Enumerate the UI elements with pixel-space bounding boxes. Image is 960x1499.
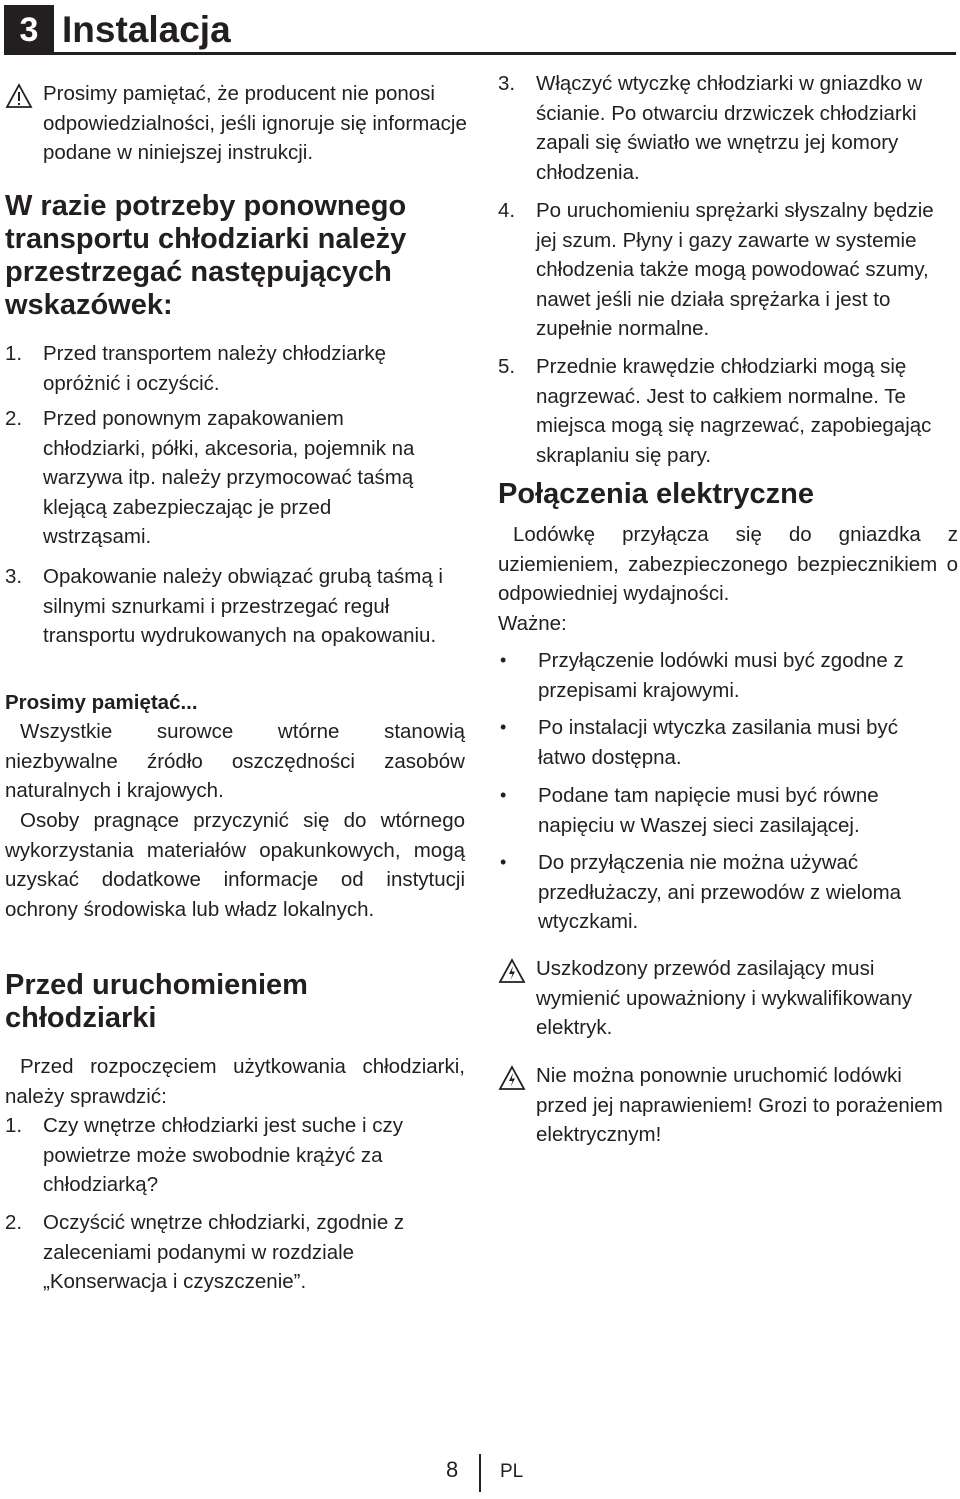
list-item: • Podane tam napięcie musi być równe napięciu w Waszej sieci zasilającej.	[498, 781, 943, 840]
remember-heading: Prosimy pamiętać...	[5, 691, 198, 714]
list-item: • Przyłączenie lodówki musi być zgodne z przepisami krajowymi.	[498, 646, 943, 705]
list-item: 2. Oczyścić wnętrze chłodziarki, zgodnie z zaleceniami podanymi w rozdziale „Konserwacja i czyszczenie”.	[5, 1211, 405, 1293]
warning-shock-text: Nie można ponownie uruchomić lodówki przed jej naprawieniem! Grozi to porażeniem elektrycznym!	[536, 1064, 943, 1146]
chapter-title: Instalacja	[62, 9, 231, 50]
list-item: • Do przyłączenia nie można używać przedłużaczy, ani przewodów z wieloma wtyczkami.	[498, 848, 943, 937]
list-item: 1. Przed transportem należy chłodziarkę opróżnić i oczyścić.	[5, 342, 386, 395]
electrical-intro: Lodówkę przyłącza się do gniazdka z uziemieniem, zabezpieczonego bezpiecznikiem o odpowiedniej wydajności.	[498, 523, 958, 605]
warning-cable-text: Uszkodzony przewód zasilający musi wymienić upoważniony i wykwalifikowany elektryk.	[536, 957, 912, 1039]
list-item: • Po instalacji wtyczka zasilania musi być łatwo dostępna.	[498, 713, 943, 772]
important-label: Ważne:	[498, 612, 567, 635]
language-code: PL	[500, 1461, 524, 1482]
warning-note-cable	[498, 954, 958, 1043]
recycling-paragraph-1: Wszystkie surowce wtórne stanowią niezbywalne źródło oszczędności zasobów naturalnych i krajowych.	[5, 720, 465, 802]
electric-hazard-icon	[498, 1061, 536, 1150]
transport-heading: W razie potrzeby ponownego transportu chłodziarki należy przestrzegać następujących wskazówek:	[5, 190, 407, 321]
warning-note-shock	[498, 1061, 958, 1150]
bullet-icon: •	[500, 650, 507, 670]
bullet-icon: •	[500, 717, 507, 737]
list-item: 3. Opakowanie należy obwiązać grubą taśmą i silnymi sznurkami i przestrzegać reguł transportu wydrukowanych na opakowaniu.	[5, 565, 443, 647]
bullet-icon: •	[500, 785, 507, 805]
warning-intro-text: Prosimy pamiętać, że producent nie ponosi odpowiedzialności, jeśli ignoruje się informacje podane w niniejszej instrukcji.	[43, 82, 467, 164]
chapter-header	[4, 5, 956, 55]
list-item: 1. Czy wnętrze chłodziarki jest suche i czy powietrze może swobodnie krążyć za chłodziarką?	[5, 1114, 404, 1196]
chapter-number: 3	[4, 5, 54, 55]
page-number: 8	[446, 1457, 459, 1482]
warning-triangle-icon	[5, 79, 43, 168]
list-item: 2. Przed ponownym zapakowaniem chłodziarki, półki, akcesoria, pojemnik na warzywa itp. należy przymocować taśmą klejącą zabezpieczając je przed wstrząsami.	[5, 407, 415, 548]
list-item: 5. Przednie krawędzie chłodziarki mogą się nagrzewać. Jest to całkiem normalne. Te miejsca mogą się nagrzewać, zapobiegając skraplaniu się pary.	[498, 355, 932, 467]
list-item: 3. Włączyć wtyczkę chłodziarki w gniazdko w ścianie. Po otwarciu drzwiczek chłodziarki zapali się światło we wnętrzu jej komory chłodzenia.	[498, 72, 923, 184]
recycling-paragraph-2: Osoby pragnące przyczynić się do wtórnego wykorzystania materiałów opakunkowych, mogą uzyskać dodatkowe informacje od instytucji ochrony środowiska lub władz lokalnych.	[5, 809, 465, 921]
bullet-icon: •	[500, 852, 507, 872]
before-start-heading: Przed uruchomieniem chłodziarki	[5, 969, 308, 1034]
footer-divider	[479, 1454, 481, 1492]
before-start-intro: Przed rozpoczęciem użytkowania chłodziarki, należy sprawdzić:	[5, 1055, 465, 1108]
header-rule	[54, 52, 956, 55]
warning-note-intro	[5, 79, 467, 168]
electric-hazard-icon	[498, 954, 536, 1043]
electrical-heading: Połączenia elektryczne	[498, 478, 814, 510]
list-item: 4. Po uruchomieniu sprężarki słyszalny będzie jej szum. Płyny i gazy zawarte w systemie chłodzenia także mogą powodować szumy, nawet jeśli nie działa sprężarka i jest to zupełnie normalne.	[498, 199, 934, 340]
